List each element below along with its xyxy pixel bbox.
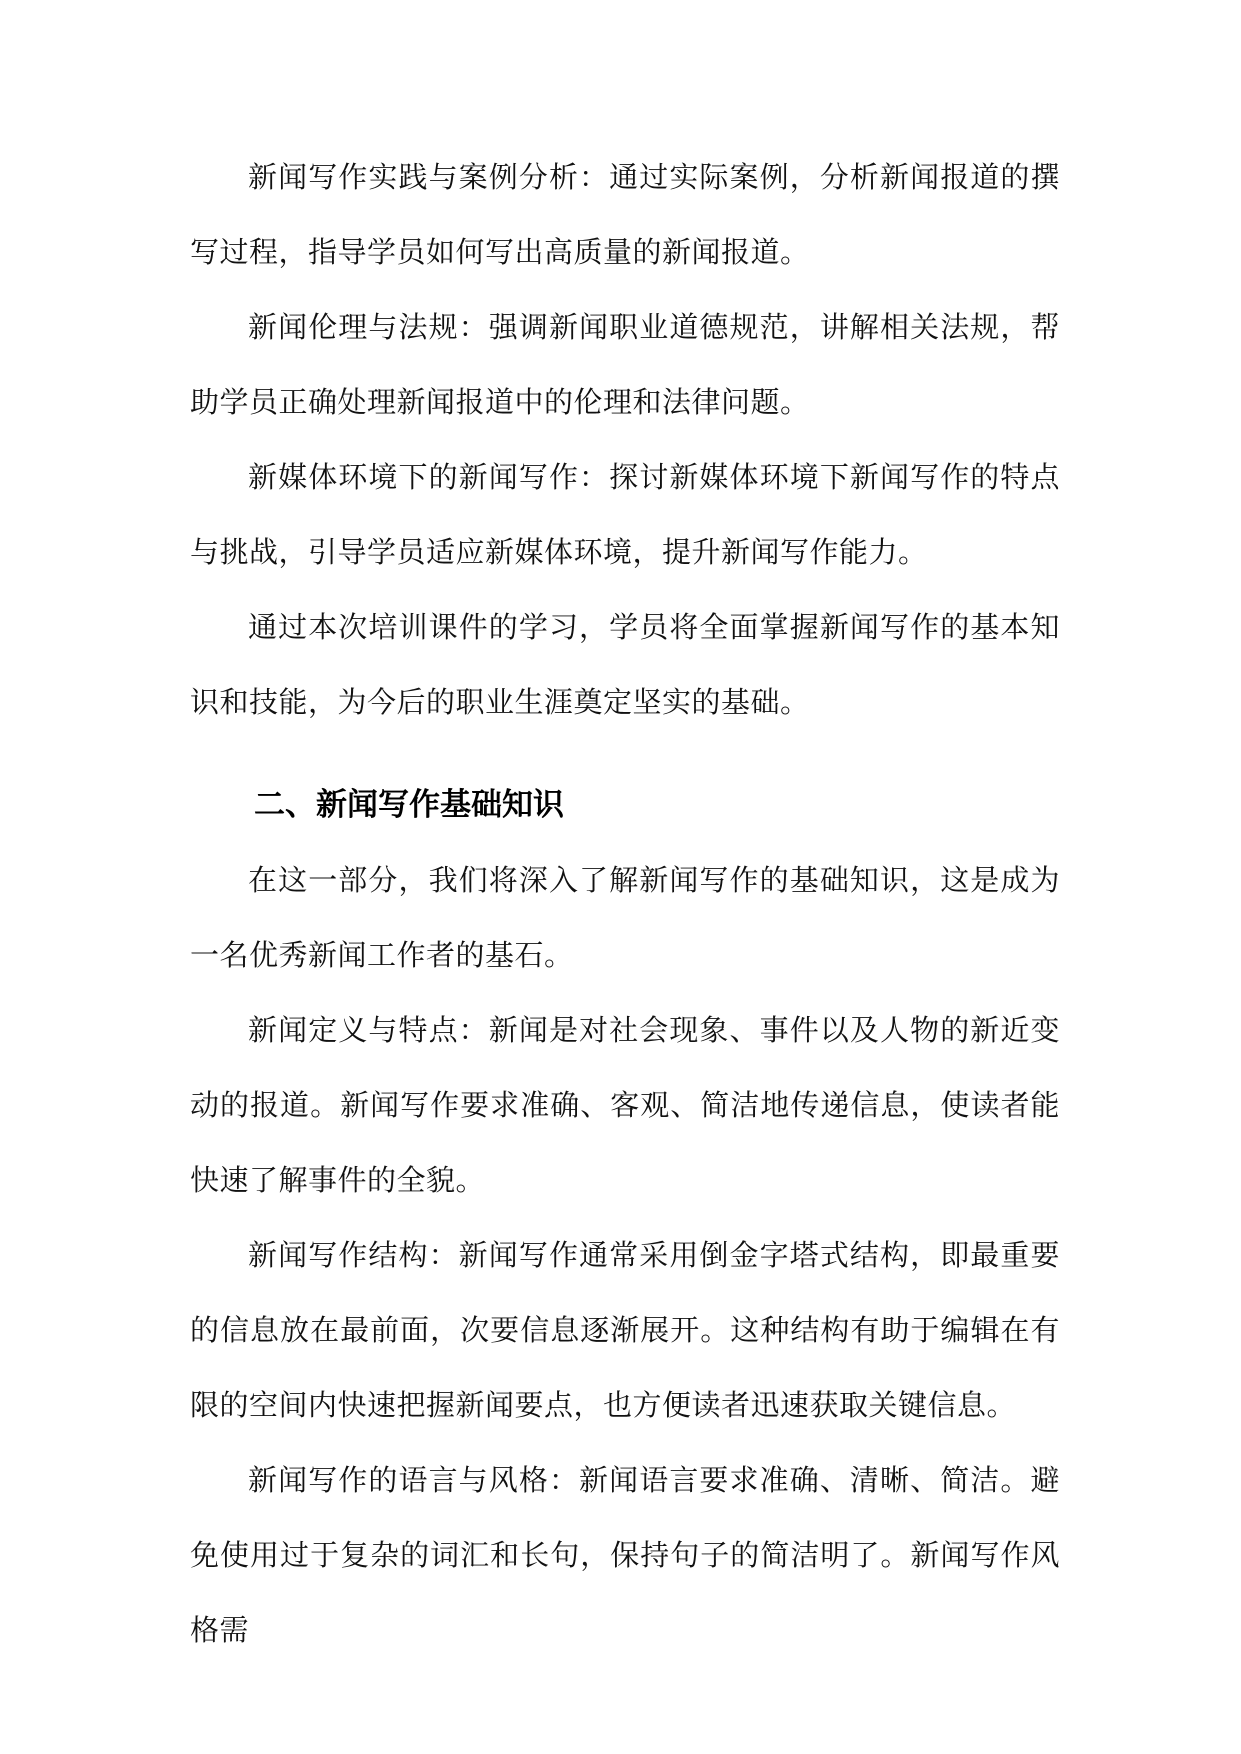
paragraph-case-analysis: 新闻写作实践与案例分析：通过实际案例，分析新闻报道的撰写过程，指导学员如何写出高质量的新闻报道。 bbox=[190, 160, 1060, 269]
paragraph-new-media: 新媒体环境下的新闻写作：探讨新媒体环境下新闻写作的特点与挑战，引导学员适应新媒体环境，提升新闻写作能力。 bbox=[190, 460, 1060, 569]
section-heading: 二、新闻写作基础知识 bbox=[254, 787, 564, 823]
paragraph-ethics-law: 新闻伦理与法规：强调新闻职业道德规范，讲解相关法规，帮助学员正确处理新闻报道中的伦理和法律问题。 bbox=[190, 310, 1060, 419]
paragraph-intro: 在这一部分，我们将深入了解新闻写作的基础知识，这是成为一名优秀新闻工作者的基石。 bbox=[190, 863, 1060, 972]
paragraph-structure: 新闻写作结构：新闻写作通常采用倒金字塔式结构，即最重要的信息放在最前面，次要信息逐渐展开。这种结构有助于编辑在有限的空间内快速把握新闻要点，也方便读者迅速获取关键信息。 bbox=[190, 1238, 1060, 1422]
document-body bbox=[190, 140, 1060, 1668]
paragraph-summary: 通过本次培训课件的学习，学员将全面掌握新闻写作的基本知识和技能，为今后的职业生涯奠定坚实的基础。 bbox=[190, 610, 1060, 719]
paragraph-language-style: 新闻写作的语言与风格：新闻语言要求准确、清晰、简洁。避免使用过于复杂的词汇和长句，保持句子的简洁明了。新闻写作风格需 bbox=[190, 1463, 1060, 1647]
paragraph-definition: 新闻定义与特点：新闻是对社会现象、事件以及人物的新近变动的报道。新闻写作要求准确、客观、简洁地传递信息，使读者能快速了解事件的全貌。 bbox=[190, 1013, 1060, 1197]
